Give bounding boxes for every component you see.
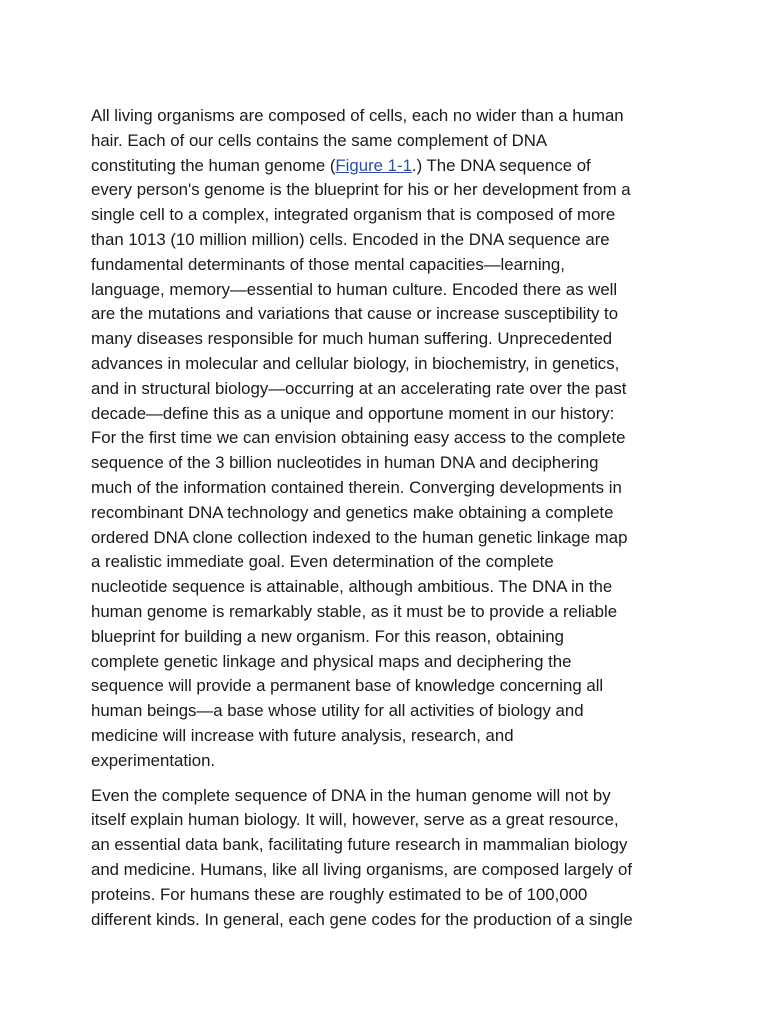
- text-line: a realistic immediate goal. Even determination of the complete: [91, 552, 554, 572]
- text-line: advances in molecular and cellular biology, in biochemistry, in genetics,: [91, 353, 620, 373]
- paragraph-1: [91, 104, 691, 774]
- figure-1-1-link[interactable]: Figure 1-1: [335, 155, 412, 175]
- text-line: and in structural biology—occurring at an accelerating rate over the past: [91, 378, 627, 398]
- text-line: are the mutations and variations that cause or increase susceptibility to: [91, 304, 619, 324]
- paragraph-2: [91, 784, 691, 933]
- text-line: an essential data bank, facilitating future research in mammalian biology: [91, 835, 628, 855]
- text-line: than 1013 (10 million million) cells. Encoded in the DNA sequence are: [91, 229, 610, 249]
- text-line: Even the complete sequence of DNA in the human genome will not by: [91, 785, 611, 805]
- text-line: blueprint for building a new organism. For this reason, obtaining: [91, 626, 564, 646]
- text-line: sequence of the 3 billion nucleotides in human DNA and deciphering: [91, 453, 599, 473]
- text-line: much of the information contained therein. Converging developments in: [91, 477, 622, 497]
- text-line: fundamental determinants of those mental capacities—learning,: [91, 254, 565, 274]
- text-line: human genome is remarkably stable, as it must be to provide a reliable: [91, 601, 618, 621]
- text-segment: .) The DNA sequence of: [411, 155, 591, 175]
- document-body: [91, 104, 691, 942]
- text-line: many diseases responsible for much human suffering. Unprecedented: [91, 329, 613, 349]
- text-line: hair. Each of our cells contains the same complement of DNA: [91, 130, 548, 150]
- text-line: sequence will provide a permanent base of knowledge concerning all: [91, 676, 604, 696]
- text-line: For the first time we can envision obtaining easy access to the complete: [91, 428, 626, 448]
- text-line: [91, 154, 691, 179]
- text-line: complete genetic linkage and physical maps and deciphering the: [91, 651, 572, 671]
- text-line: language, memory—essential to human culture. Encoded there as well: [91, 279, 618, 299]
- text-line: and medicine. Humans, like all living organisms, are composed largely of: [91, 859, 632, 879]
- text-line: nucleotide sequence is attainable, although ambitious. The DNA in the: [91, 577, 613, 597]
- text-line: experimentation.: [91, 750, 216, 770]
- text-line: medicine will increase with future analysis, research, and: [91, 725, 514, 745]
- text-line: proteins. For humans these are roughly estimated to be of 100,000: [91, 884, 588, 904]
- text-line: decade—define this as a unique and opportune moment in our history:: [91, 403, 615, 423]
- text-line: different kinds. In general, each gene codes for the production of a single: [91, 909, 633, 929]
- text-line: itself explain human biology. It will, however, serve as a great resource,: [91, 810, 619, 830]
- text-line: every person's genome is the blueprint for his or her development from a: [91, 180, 631, 200]
- text-line: All living organisms are composed of cells, each no wider than a human: [91, 106, 624, 125]
- text-line: recombinant DNA technology and genetics make obtaining a complete: [91, 502, 614, 522]
- text-line: ordered DNA clone collection indexed to the human genetic linkage map: [91, 527, 628, 547]
- text-line: human beings—a base whose utility for all activities of biology and: [91, 701, 584, 721]
- text-line: single cell to a complex, integrated organism that is composed of more: [91, 205, 616, 225]
- text-segment: constituting the human genome (: [91, 155, 336, 175]
